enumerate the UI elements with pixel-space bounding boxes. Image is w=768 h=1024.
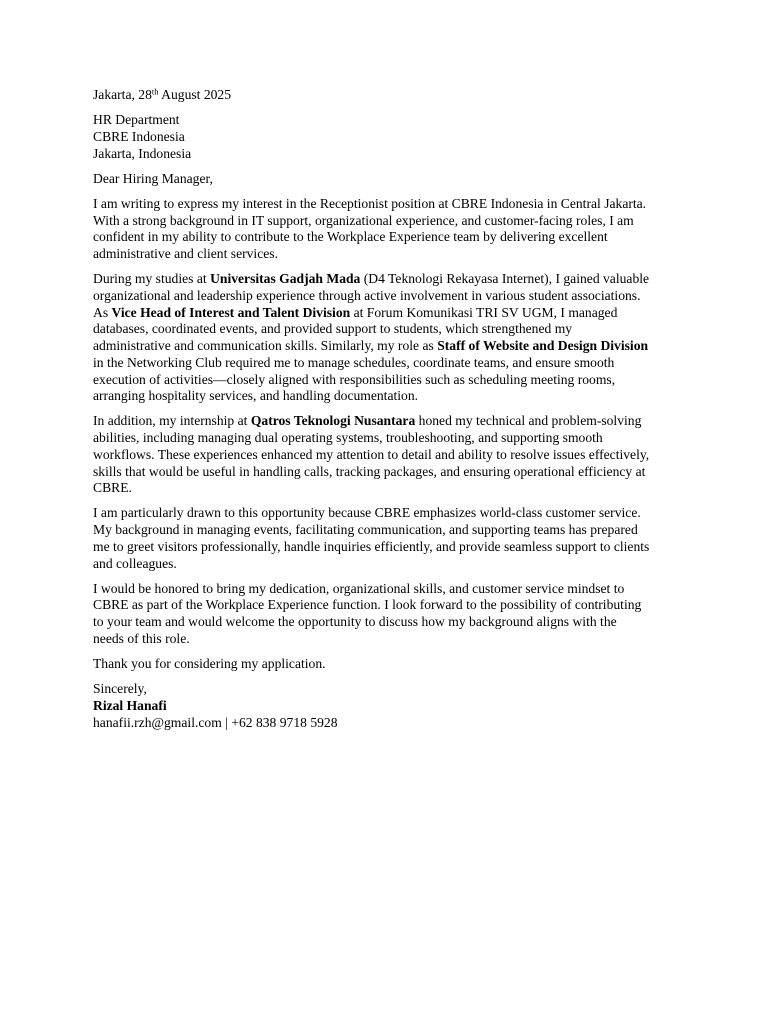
recipient-line: Jakarta, Indonesia [93,145,192,161]
recipient-line: HR Department [93,112,180,128]
role-vice-head: Vice Head of Interest and Talent Division [111,304,351,320]
paragraph-intro: I am writing to express my interest in the Receptionist position at CBRE Indonesia in Central Jakarta. With a strong background in IT support, organizational experience, and customer-facing roles, I am confident in my ability to contribute to the Workplace Experience team by delivering excellent administrative and client services. [93,196,647,262]
contact-info: hanafii.rzh@gmail.com | +62 838 9718 5928 [93,714,338,730]
letter-date [93,87,681,104]
paragraph-studies: During my studies at Universitas Gadjah Mada (D4 Teknologi Rekayasa Internet), I gained valuable organizational and leadership experience through active involvement in various student associations. As Vice Head of Interest and Talent Division at Forum Komunikasi TRI SV UGM, I managed databases, coordinated events, and provided support to students, which strengthened my administrative and communication skills. Similarly, my role as Staff of Website and Design Division in the Networking Club required me to manage schedules, coordinate teams, and ensure smooth execution of activities—closely aligned with responsibilities such as scheduling meeting rooms, arranging hospitality services, and handling documentation. [93,271,650,404]
recipient-line: CBRE Indonesia [93,128,185,144]
university-name: Universitas Gadjah Mada [210,271,361,287]
cover-letter [93,87,681,731]
paragraph-internship: In addition, my internship at Qatros Teknologi Nusantara honed my technical and problem-solving abilities, including managing dual operating systems, troubleshooting, and supporting smooth workflows. These experiences enhanced my attention to detail and ability to resolve issues effectively, skills that would be useful in handling calls, tracking packages, and ensuring operational efficiency at CBRE. [93,413,650,496]
date-place-day: Jakarta, 28 [93,87,152,102]
date-month-year: August 2025 [158,87,232,102]
company-name: Qatros Teknologi Nusantara [250,413,416,429]
thank-you-line: Thank you for considering my application. [93,656,326,672]
signature-block [93,681,681,731]
paragraph-motivation: I am particularly drawn to this opportunity because CBRE emphasizes world-class customer service. My background in managing events, facilitating communication, and supporting teams has prepared me to greet visitors professionally, handle inquiries efficiently, and provide seamless support to clients and colleagues. [93,505,650,571]
recipient-address [93,112,681,162]
closing-word: Sincerely, [93,681,147,697]
salutation: Dear Hiring Manager, [93,170,213,186]
role-staff-website: Staff of Website and Design Division [437,338,649,354]
date-ordinal-suffix: th [151,86,159,97]
signature-name: Rizal Hanafi [93,698,167,713]
paragraph-closing: I would be honored to bring my dedication, organizational skills, and customer service mindset to CBRE as part of the Workplace Experience function. I look forward to the possibility of contributing to your team and would welcome the opportunity to discuss how my background aligns with the needs of this role. [93,580,642,646]
